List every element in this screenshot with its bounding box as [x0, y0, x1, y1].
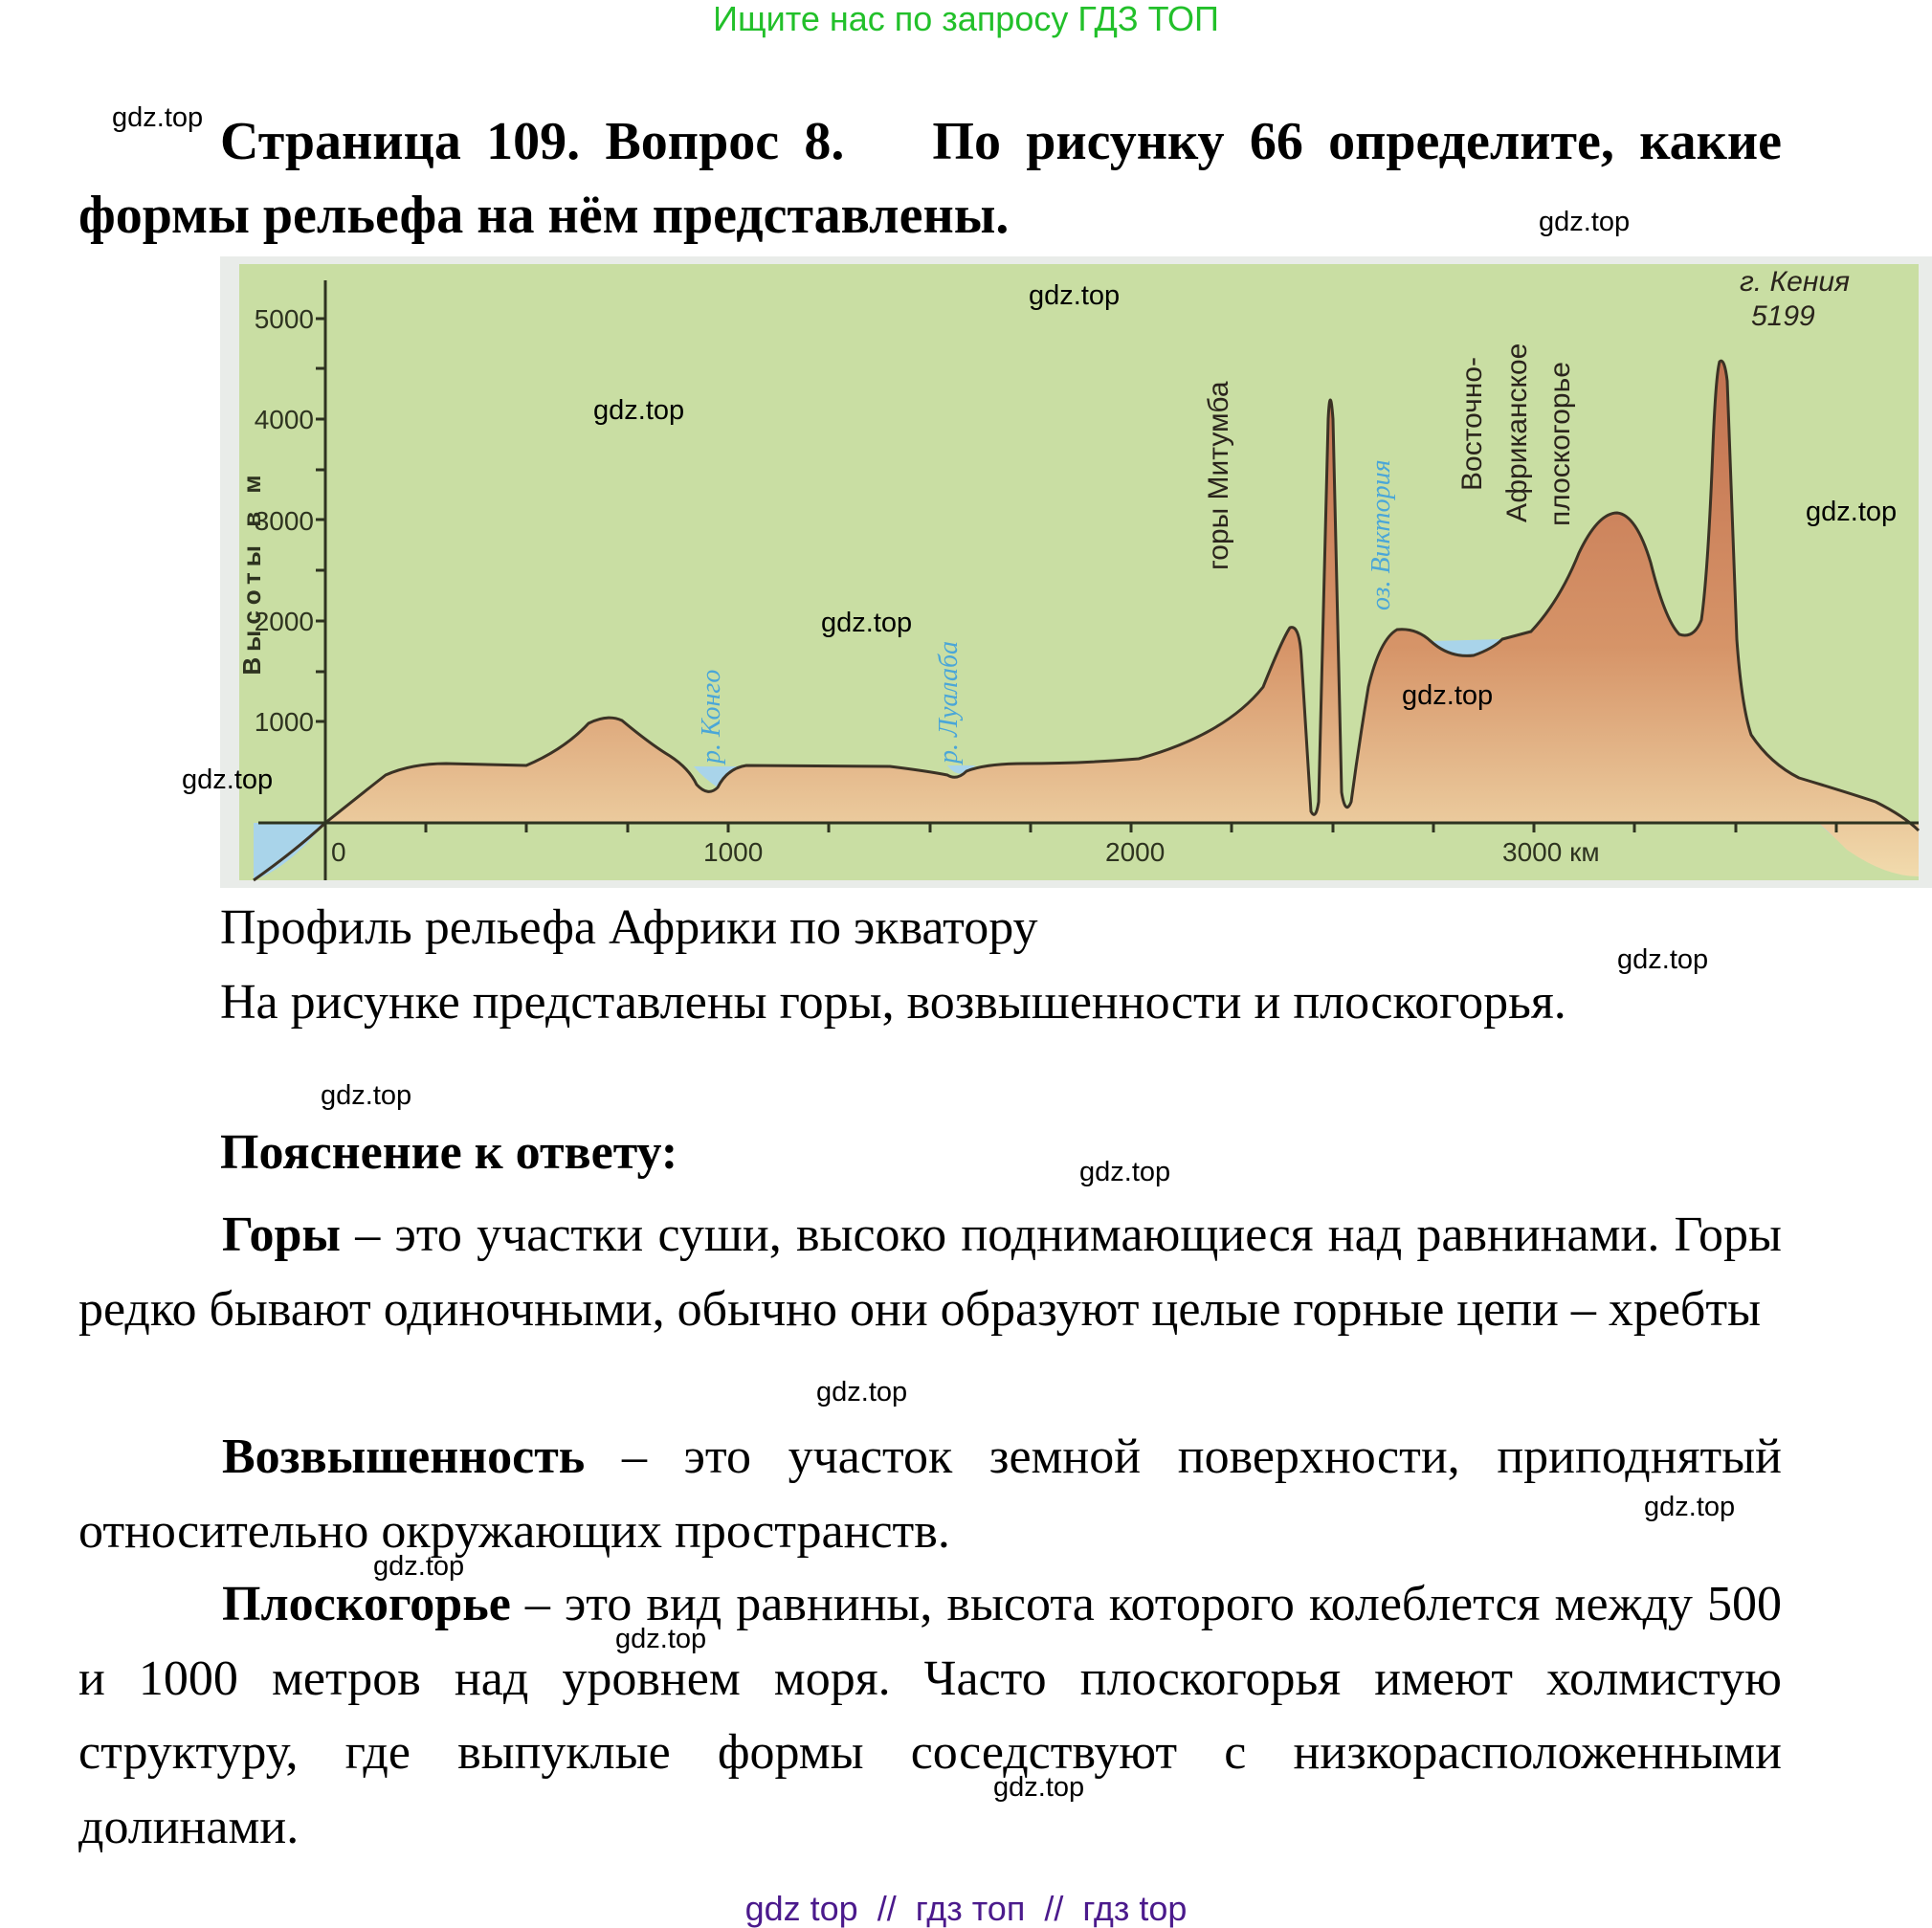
question-heading — [78, 102, 1783, 253]
svg-text:2000: 2000 — [1105, 837, 1166, 867]
watermark: gdz.top — [1029, 280, 1121, 311]
footer-links: gdz top // гдз топ // гдз top — [744, 1889, 1188, 1928]
watermark: gdz.top — [373, 1551, 465, 1582]
watermark: gdz.top — [321, 1080, 412, 1111]
question-text: По рисунку 66 определите, какие формы рельефа на нём представлены. — [78, 112, 1783, 245]
watermark: gdz.top — [821, 608, 913, 638]
y-axis-label: Высоты в м — [237, 469, 266, 676]
svg-text:0: 0 — [331, 837, 346, 867]
svg-text:5000: 5000 — [254, 304, 314, 334]
relief-profile-chart — [220, 256, 1932, 888]
term-mountains: Горы — [222, 1208, 342, 1262]
watermark: gdz.top — [1806, 497, 1898, 527]
definition-plateau — [78, 1567, 1782, 1864]
watermark: gdz.top — [1539, 207, 1631, 237]
definition-text: – это участок земной поверхности, приподнятый относительно окружающих пространств. — [78, 1429, 1782, 1559]
promo-banner: Ищите нас по запросу ГДЗ ТОП — [713, 0, 1219, 38]
term-plateau: Плоскогорье — [222, 1577, 511, 1631]
figure-caption: Профиль рельефа Африки по экватору — [220, 900, 1038, 955]
plateau-label-1: Восточно- — [1456, 357, 1488, 491]
congo-label: р. Конго — [697, 669, 726, 764]
lualaba-label: р. Луалаба — [934, 640, 964, 764]
watermark: gdz.top — [1402, 680, 1494, 711]
kenya-label: г. Кения — [1740, 266, 1851, 298]
watermark: gdz.top — [816, 1377, 908, 1407]
watermark: gdz.top — [112, 102, 204, 133]
term-upland: Возвышенность — [222, 1429, 586, 1484]
question-number: Страница 109. Вопрос 8. — [220, 112, 845, 171]
answer-text: На рисунке представлены горы, возвышенности и плоскогорья. — [220, 975, 1566, 1030]
plateau-label-2: Африканское — [1501, 343, 1533, 522]
definition-text: – это участки суши, высоко поднимающиеся над равнинами. Горы редко бывают одиночными, обычно они образуют целые горные цепи – хребты — [78, 1208, 1782, 1337]
kenya-height: 5199 — [1751, 300, 1815, 332]
watermark: gdz.top — [593, 395, 685, 426]
explanation-heading: Пояснение к ответу: — [220, 1125, 678, 1180]
victoria-label: оз. Виктория — [1366, 459, 1396, 610]
mitumba-label: горы Митумба — [1203, 381, 1234, 570]
definition-text: – это вид равнины, высота которого колеблется между 500 и 1000 метров над уровнем моря. Часто плоскогорья имеют холмистую структуру, где выпуклые формы соседствуют с низкорасположенными долинами. — [78, 1577, 1782, 1854]
svg-text:4000: 4000 — [254, 405, 314, 434]
svg-text:1000: 1000 — [703, 837, 764, 867]
watermark: gdz.top — [1644, 1492, 1736, 1522]
svg-text:3000 км: 3000 км — [1502, 837, 1600, 867]
watermark: gdz.top — [993, 1772, 1085, 1803]
svg-text:2000: 2000 — [254, 607, 314, 636]
watermark: gdz.top — [1079, 1157, 1171, 1187]
plateau-label-3: плоскогорье — [1544, 362, 1576, 526]
svg-text:3000: 3000 — [254, 506, 314, 536]
svg-text:1000: 1000 — [254, 707, 314, 737]
definition-mountains — [78, 1198, 1782, 1346]
watermark: gdz.top — [1617, 944, 1709, 975]
definition-upland — [78, 1420, 1782, 1568]
watermark: gdz.top — [615, 1624, 707, 1654]
watermark: gdz.top — [182, 765, 274, 795]
